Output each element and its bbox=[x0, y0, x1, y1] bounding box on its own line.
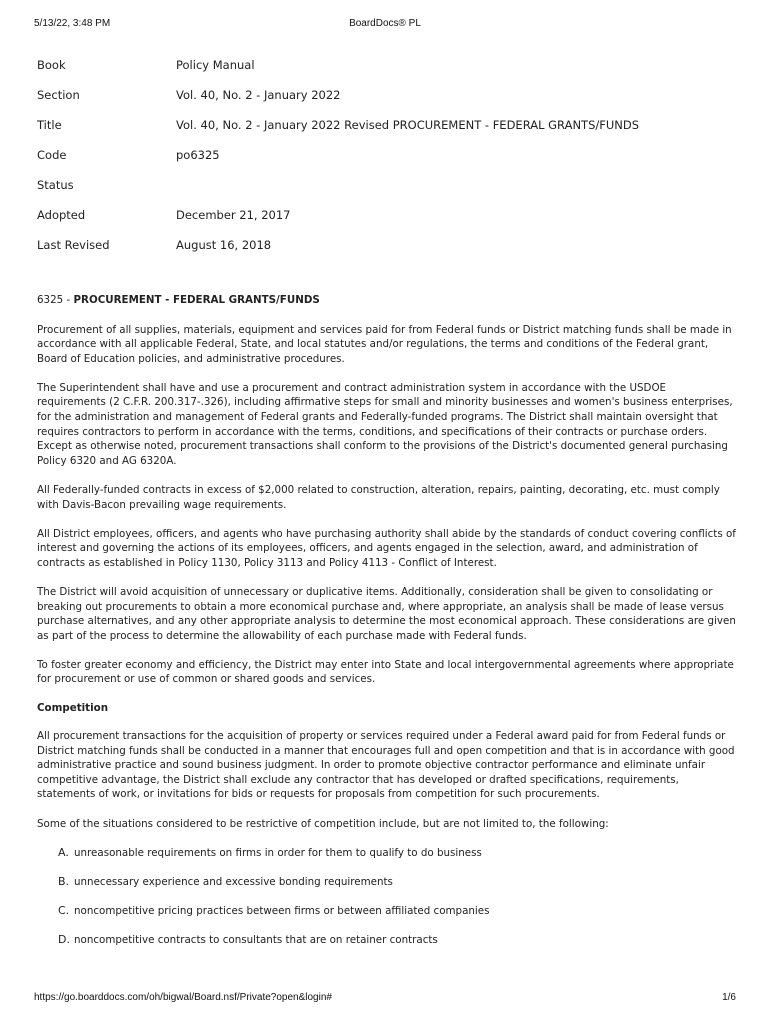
policy-heading bbox=[37, 293, 737, 308]
meta-row-last-revised bbox=[37, 238, 737, 268]
list-item-text: noncompetitive contracts to consultants that are on retainer contracts bbox=[74, 933, 438, 946]
meta-label: Section bbox=[37, 88, 80, 102]
policy-paragraph: All District employees, officers, and agents who have purchasing authority shall abide by the standards of conduct covering conflicts of interest and governing the actions of its employees, officers, and agents engaged in the selection, award, and administration of contracts as established in Policy 1130, Policy 3113 and Policy 4113 - Conflict of Interest. bbox=[37, 527, 736, 569]
print-datetime: 5/13/22, 3:48 PM bbox=[34, 18, 111, 29]
list-item-text: unreasonable requirements on firms in order for them to qualify to do business bbox=[74, 846, 482, 859]
meta-label: Adopted bbox=[37, 208, 86, 222]
policy-paragraph: All Federally-funded contracts in excess of $2,000 related to construction, alteration, repairs, painting, decorating, etc. must comply with Davis-Bacon prevailing wage requirements. bbox=[37, 483, 720, 511]
policy-body bbox=[37, 293, 737, 962]
list-item-text: noncompetitive pricing practices between firms or between affiliated companies bbox=[74, 904, 490, 917]
list-marker: C. bbox=[58, 903, 70, 917]
print-title: BoardDocs® PL bbox=[349, 18, 421, 29]
policy-number: 6325 - bbox=[37, 294, 74, 306]
meta-label: Title bbox=[37, 118, 62, 132]
page-number: 1/6 bbox=[722, 992, 736, 1003]
competition-paragraph: All procurement transactions for the acquisition of property or services required under a Federal award paid for from Federal funds or District matching funds shall be conducted in a manner that encourages full and open competition and that is in accordance with good administrative practice and sound business judgment. In order to promote objective contractor performance and eliminate unfair competitive advantage, the District shall exclude any contractor that has developed or drafted specifications, requirements, statements of work, or invitations for bids or requests for proposals from competition for such procurements. bbox=[37, 730, 735, 801]
policy-paragraph: The Superintendent shall have and use a procurement and contract administration system in accordance with the USDOE requirements (2 C.F.R. 200.317-.326), including affirmative steps for small and minority businesses and women's business enterprises, for the administration and management of Federal grants and Federally-funded programs. The District shall maintain oversight that requires contractors to perform in accordance with the terms, conditions, and specifications of their contracts or purchase orders. Except as otherwise noted, procurement transactions shall conform to the provisions of the District's documented general purchasing Policy 6320 and AG 6320A. bbox=[37, 381, 733, 467]
meta-label: Book bbox=[37, 58, 66, 72]
meta-value: December 21, 2017 bbox=[176, 208, 291, 222]
list-item bbox=[37, 846, 737, 875]
policy-meta-table bbox=[37, 58, 737, 268]
meta-label: Code bbox=[37, 148, 67, 162]
policy-paragraph: To foster greater economy and efficiency, the District may enter into State and local intergovernmental agreements where appropriate for procurement or use of common or shared goods and services. bbox=[37, 658, 734, 686]
meta-value: August 16, 2018 bbox=[176, 238, 272, 252]
meta-row-code bbox=[37, 148, 737, 178]
meta-label: Last Revised bbox=[37, 238, 110, 252]
print-footer bbox=[34, 992, 736, 1006]
restrictive-situations-list bbox=[37, 846, 737, 962]
list-marker: B. bbox=[58, 874, 70, 888]
meta-row-title bbox=[37, 118, 737, 148]
policy-paragraph: The District will avoid acquisition of unnecessary or duplicative items. Additionally, consideration shall be given to consolidating or breaking out procurements to obtain a more economical purchase and, where appropriate, an analysis shall be made of lease versus purchase alternatives, and any other appropriate analysis to determine the most economical approach. These considerations are given as part of the process to determine the allowability of each purchase made with Federal funds. bbox=[37, 585, 736, 642]
competition-paragraph: Some of the situations considered to be restrictive of competition include, but are not limited to, the following: bbox=[37, 817, 609, 830]
meta-row-adopted bbox=[37, 208, 737, 238]
policy-name: PROCUREMENT - FEDERAL GRANTS/FUNDS bbox=[73, 294, 320, 306]
meta-value: po6325 bbox=[176, 148, 220, 162]
meta-value: Vol. 40, No. 2 - January 2022 bbox=[176, 88, 341, 102]
list-item-text: unnecessary experience and excessive bonding requirements bbox=[74, 875, 393, 888]
list-item bbox=[37, 933, 737, 962]
meta-row-section bbox=[37, 88, 737, 118]
policy-paragraph: Procurement of all supplies, materials, equipment and services paid for from Federal funds or District matching funds shall be made in accordance with all applicable Federal, State, and local statutes and/or regulations, the terms and conditions of the Federal grant, Board of Education policies, and administrative procedures. bbox=[37, 323, 732, 365]
page-url: https://go.boarddocs.com/oh/bigwal/Board.nsf/Private?open&login# bbox=[34, 992, 332, 1003]
list-item bbox=[37, 875, 737, 904]
list-item bbox=[37, 904, 737, 933]
meta-label: Status bbox=[37, 178, 74, 192]
competition-heading: Competition bbox=[37, 702, 109, 715]
meta-value: Policy Manual bbox=[176, 58, 255, 72]
print-header bbox=[34, 18, 736, 32]
list-marker: A. bbox=[58, 845, 69, 859]
meta-value: Vol. 40, No. 2 - January 2022 Revised PROCUREMENT - FEDERAL GRANTS/FUNDS bbox=[176, 118, 640, 132]
meta-row-status bbox=[37, 178, 737, 208]
meta-row-book bbox=[37, 58, 737, 88]
list-marker: D. bbox=[58, 932, 70, 946]
